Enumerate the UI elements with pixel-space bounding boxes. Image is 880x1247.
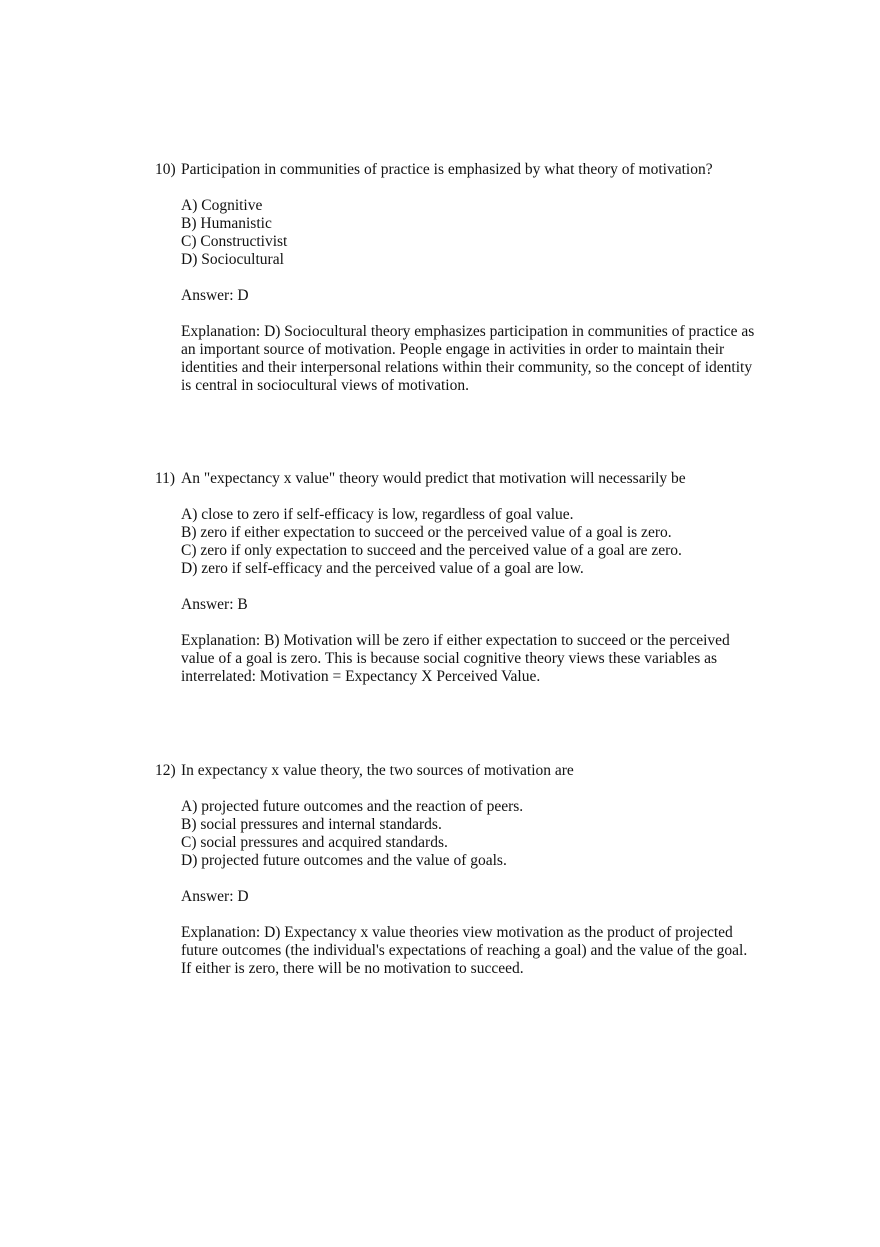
question-number: 10) xyxy=(155,161,176,178)
explanation-paragraph: Explanation: D) Expectancy x value theories view motivation as the product of projected future outcomes (the individual's expectations of reaching a goal) and the value of the goal. If either is zero, there will be no motivation to succeed. xyxy=(181,924,748,977)
option-a: A) Cognitive xyxy=(181,197,263,214)
question-10 xyxy=(155,161,775,395)
option-c: C) zero if only expectation to succeed and the perceived value of a goal are zero. xyxy=(181,542,682,559)
question-number: 11) xyxy=(155,470,176,487)
answer-line: Answer: B xyxy=(181,596,248,613)
question-stem xyxy=(155,762,775,780)
question-11 xyxy=(155,470,775,686)
option-list xyxy=(155,197,775,269)
option-c: C) social pressures and acquired standards. xyxy=(181,834,448,851)
option-d: D) projected future outcomes and the value of goals. xyxy=(181,852,507,869)
question-12 xyxy=(155,762,775,978)
explanation-paragraph: Explanation: B) Motivation will be zero if either expectation to succeed or the perceived value of a goal is zero. This is because social cognitive theory views these variables as interrelated: Motivation = Expectancy X Perceived Value. xyxy=(181,632,730,685)
option-list xyxy=(155,798,775,870)
question-text: Participation in communities of practice is emphasized by what theory of motivation? xyxy=(181,161,713,178)
question-text: In expectancy x value theory, the two sources of motivation are xyxy=(181,762,574,779)
option-a: A) close to zero if self-efficacy is low, regardless of goal value. xyxy=(181,506,574,523)
option-c: C) Constructivist xyxy=(181,233,288,250)
option-list xyxy=(155,506,775,578)
option-b: B) social pressures and internal standards. xyxy=(181,816,442,833)
option-a: A) projected future outcomes and the reaction of peers. xyxy=(181,798,524,815)
question-stem xyxy=(155,470,775,488)
option-b: B) zero if either expectation to succeed or the perceived value of a goal is zero. xyxy=(181,524,672,541)
option-d: D) Sociocultural xyxy=(181,251,284,268)
question-number: 12) xyxy=(155,762,176,779)
option-b: B) Humanistic xyxy=(181,215,272,232)
answer-line: Answer: D xyxy=(181,287,249,304)
question-stem xyxy=(155,161,775,179)
explanation-paragraph: Explanation: D) Sociocultural theory emphasizes participation in communities of practice as an important source of motivation. People engage in activities in order to maintain their identities and their interpersonal relations within their community, so the concept of identity is central in sociocultural views of motivation. xyxy=(181,323,755,394)
question-text: An "expectancy x value" theory would predict that motivation will necessarily be xyxy=(181,470,686,487)
option-d: D) zero if self-efficacy and the perceived value of a goal are low. xyxy=(181,560,584,577)
answer-line: Answer: D xyxy=(181,888,249,905)
